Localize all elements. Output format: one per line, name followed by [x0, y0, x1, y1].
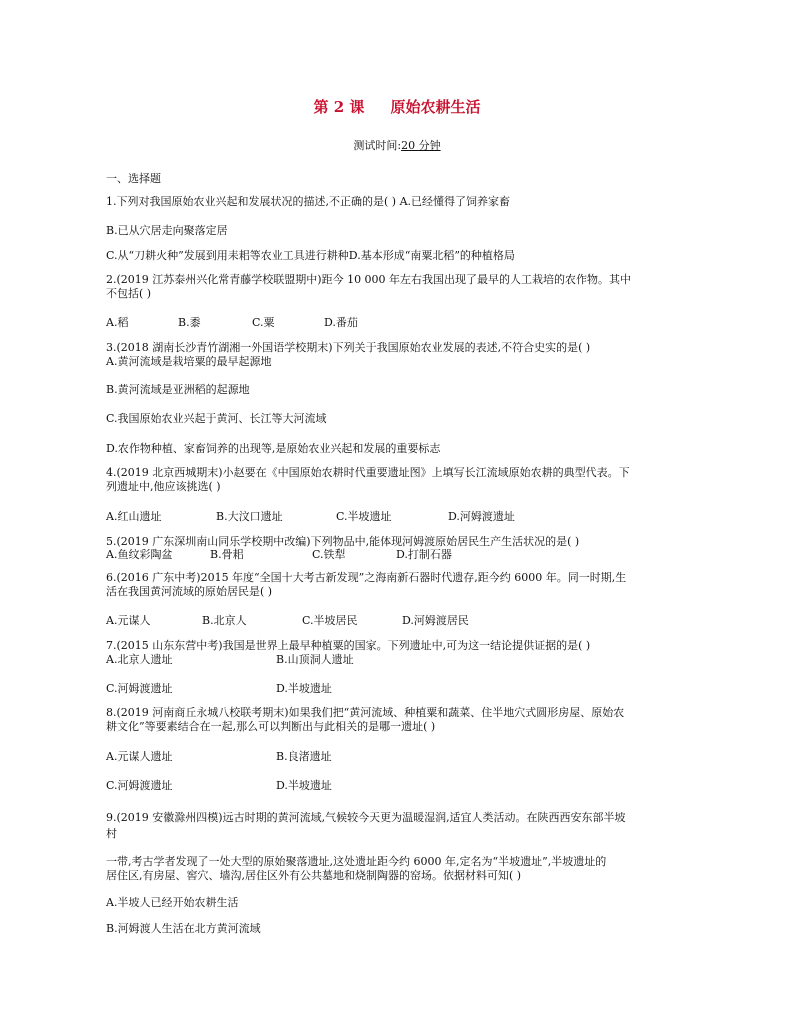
test-time — [0, 137, 794, 153]
q8-stem-line2: 耕文化”等要素结合在一起,那么可以判断出与此相关的是哪一遗址( ) — [106, 720, 436, 733]
q8-option-c: C.河姆渡遗址 — [106, 779, 173, 792]
q8-option-a: A.元谋人遗址 — [106, 750, 173, 763]
q6-option-a: A.元谋人 — [106, 614, 151, 627]
page-title — [0, 96, 794, 117]
q6-stem-line2: 活在我国黄河流域的原始居民是( ) — [106, 585, 273, 598]
q7-stem: 7.(2015 山东东营中考)我国是世界上最早种植粟的国家。下列遗址中,可为这一结论提供证据的是( ) — [106, 639, 591, 652]
q2-option-b: B.黍 — [178, 316, 201, 329]
q1-option-cd: C.从“刀耕火种”发展到用耒耜等农业工具进行耕种D.基本形成“南粟北稻”的种植格局 — [106, 249, 515, 262]
q3-option-a: A.黄河流域是栽培粟的最早起源地 — [106, 355, 272, 368]
q3-option-c: C.我国原始农业兴起于黄河、长江等大河流域 — [106, 412, 327, 425]
q9-option-b: B.河姆渡人生活在北方黄河流域 — [106, 922, 261, 935]
test-time-value: 20 分钟 — [401, 139, 441, 152]
q8-option-d: D.半坡遗址 — [276, 779, 332, 792]
q3-option-d: D.农作物种植、家畜饲养的出现等,是原始农业兴起和发展的重要标志 — [106, 442, 441, 455]
q2-option-a: A.稻 — [106, 316, 129, 329]
q2-option-d: D.番茄 — [324, 316, 358, 329]
q5-option-a: A.鱼纹彩陶盆 — [106, 548, 173, 561]
q6-option-d: D.河姆渡居民 — [402, 614, 469, 627]
test-time-label: 测试时间: — [353, 139, 402, 152]
lesson-name: 原始农耕生活 — [390, 98, 481, 116]
q1-stem: 1.下列对我国原始农业兴起和发展状况的描述,不正确的是( ) A.已经懂得了饲养家畜 — [106, 195, 511, 208]
q6-option-b: B.北京人 — [202, 614, 247, 627]
q5-option-d: D.打制石器 — [396, 548, 452, 561]
q9-stem-line2: 村 — [106, 827, 117, 840]
q4-option-c: C.半坡遗址 — [336, 510, 392, 523]
q2-option-c: C.粟 — [252, 316, 275, 329]
q7-option-a: A.北京人遗址 — [106, 653, 173, 666]
lesson-number: 第 2 课 — [313, 98, 365, 116]
q4-option-d: D.河姆渡遗址 — [448, 510, 515, 523]
q2-stem-line1: 2.(2019 江苏泰州兴化常青藤学校联盟期中)距今 10 000 年左右我国出现了最早的人工栽培的农作物。其中 — [106, 273, 632, 286]
q4-option-a: A.红山遗址 — [106, 510, 162, 523]
q6-stem-line1: 6.(2016 广东中考)2015 年度“全国十大考古新发现”之海南新石器时代遗存,距今约 6000 年。同一时期,生 — [106, 571, 627, 584]
q9-stem-line3: 一带,考古学者发现了一处大型的原始聚落遗址,这处遗址距今约 6000 年,定名为“半坡遗址”,半坡遗址的 — [106, 855, 607, 868]
q7-option-c: C.河姆渡遗址 — [106, 682, 173, 695]
q3-stem: 3.(2018 湖南长沙青竹湖湘一外国语学校期末)下列关于我国原始农业发展的表述,不符合史实的是( ) — [106, 341, 591, 354]
q3-option-b: B.黄河流域是亚洲稻的起源地 — [106, 383, 250, 396]
q7-option-b: B.山顶洞人遗址 — [276, 653, 354, 666]
q6-option-c: C.半坡居民 — [302, 614, 358, 627]
q9-option-a: A.半坡人已经开始农耕生活 — [106, 896, 239, 909]
q1-option-b: B.已从穴居走向聚落定居 — [106, 224, 228, 237]
q8-stem-line1: 8.(2019 河南商丘永城八校联考期末)如果我们把“黄河流域、种植粟和蔬菜、住半地穴式圆形房屋、原始农 — [106, 706, 625, 719]
q4-stem-line1: 4.(2019 北京西城期末)小赵要在《中国原始农耕时代重要遗址图》上填写长江流域原始农耕的典型代表。下 — [106, 466, 630, 479]
q5-option-b: B.骨耜 — [210, 548, 244, 561]
q2-stem-line2: 不包括( ) — [106, 287, 152, 300]
q5-stem: 5.(2019 广东深圳南山同乐学校期中改编)下列物品中,能体现河姆渡原始居民生产生活状况的是( ) — [106, 535, 580, 548]
q9-stem-line1: 9.(2019 安徽滁州四模)远古时期的黄河流域,气候较今天更为温暖湿润,适宜人类活动。在陕西西安东部半坡 — [106, 811, 626, 824]
q4-option-b: B.大汶口遗址 — [216, 510, 283, 523]
q8-option-b: B.良渚遗址 — [276, 750, 332, 763]
q7-option-d: D.半坡遗址 — [276, 682, 332, 695]
section-heading: 一、选择题 — [106, 172, 161, 185]
q5-option-c: C.铁犁 — [312, 548, 346, 561]
q9-stem-line4: 居住区,有房屋、窖穴、墙沟,居住区外有公共墓地和烧制陶器的窑场。依据材料可知( ) — [106, 869, 522, 882]
q4-stem-line2: 列遗址中,他应该挑选( ) — [106, 480, 221, 493]
